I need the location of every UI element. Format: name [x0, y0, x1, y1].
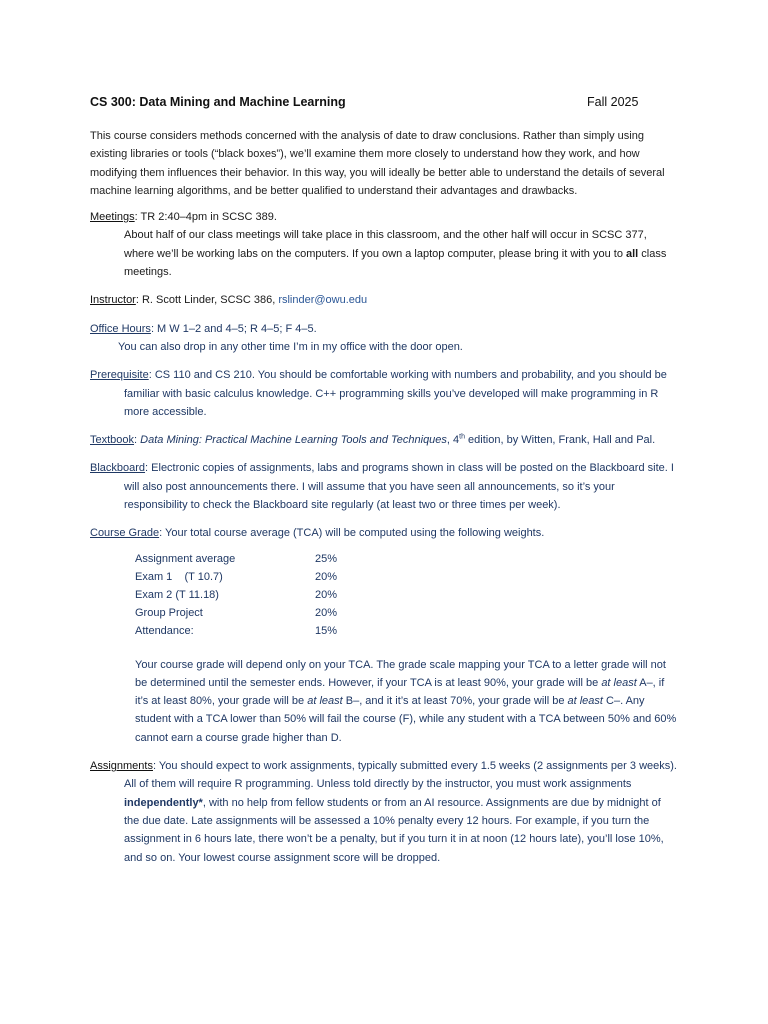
- weight-name: Group Project: [135, 607, 203, 620]
- assignments-label: Assignments: [90, 760, 153, 773]
- weight-name: Attendance:: [135, 625, 194, 638]
- weight-name: Exam 1 (T 10.7): [135, 570, 223, 583]
- prerequisite-section: [90, 366, 678, 421]
- textbook-edition-post: edition, by Witten, Frank, Hall and Pal.: [465, 434, 656, 447]
- office-hours-note: You can also drop in any other time I’m in my office with the door open.: [118, 340, 463, 353]
- assignments-independently: independently*: [124, 796, 203, 809]
- table-row: [135, 625, 337, 643]
- office-hours-label: Office Hours: [90, 322, 151, 335]
- assignments-text-b: , with no help from fellow students or from an AI resource. Assignments are due by midnight of the due date. Late assignments will be assessed a 10% penalty every 12 hours. For example, if you turn the assignment in 6 hours late, there won’t be a penalty, but if you turn it in at noon (12 hours late), you’ll lose 10%, and so on. Your lowest course assignment score will be dropped.: [124, 796, 664, 864]
- meetings-label: Meetings: [90, 211, 135, 224]
- course-grade-section: [90, 524, 678, 542]
- course-intro: This course considers methods concerned with the analysis of date to draw conclusions. Rather than simply using existing libraries or tools (“black boxes”), we’ll examine them more closely to understand how they work, and how modifying them influences their behavior. In this way, you will ideally be better able to understand the details of several machine learning algorithms, and be better qualified to understand their advantages and drawbacks.: [90, 130, 665, 197]
- textbook-label: Textbook: [90, 434, 135, 447]
- assignments-section: [90, 757, 678, 867]
- grade-scale-emph-c: at least: [567, 695, 603, 708]
- weight-pct: 20%: [315, 589, 338, 602]
- grade-scale-paragraph: [90, 656, 678, 747]
- blackboard-text: : Electronic copies of assignments, labs and programs shown in class will be posted on the Blackboard site. I will also post announcements there. I will assume that you have seen all announcements, so it’s your responsibility to check the Blackboard site regularly (at least two or three times per week).: [124, 462, 674, 512]
- weight-name: Exam 2 (T 11.18): [135, 589, 219, 602]
- course-grade-label: Course Grade: [90, 527, 160, 540]
- textbook-edition-sup: th: [459, 433, 465, 441]
- blackboard-label: Blackboard: [90, 462, 146, 475]
- grade-scale-text-b: A–, if it’s at least 80%, your grade will be: [135, 676, 665, 708]
- instructor-label: Instructor: [90, 294, 136, 307]
- grade-scale-text-d: C–. Any student with a TCA lower than 50% will fail the course (F), while any student with a TCA between 50% and 60% cannot earn a course grade higher than D.: [135, 695, 677, 744]
- grade-weights-table: [135, 553, 337, 644]
- instructor-email-link[interactable]: rslinder@owu.edu: [278, 294, 368, 307]
- grade-scale-emph-b: at least: [307, 695, 343, 708]
- textbook-edition-pre: , 4: [446, 434, 460, 447]
- grade-scale-text-a: Your course grade will depend only on your TCA. The grade scale mapping your TCA to a letter grade will not be determined until the semester ends. However, if your TCA is at least 90%, your grade will be: [135, 658, 666, 689]
- header: [90, 95, 678, 113]
- term-label: Fall 2025: [587, 95, 639, 109]
- meetings-time: : TR 2:40–4pm in SCSC 389.: [134, 211, 277, 224]
- textbook-section: [90, 431, 678, 449]
- grade-scale-text-c: B–, and it it’s at least 70%, your grade will be: [342, 695, 568, 708]
- weight-pct: 15%: [315, 625, 338, 638]
- textbook-sep: :: [134, 434, 141, 447]
- prerequisite-label: Prerequisite: [90, 369, 149, 382]
- meetings-detail-text: About half of our class meetings will take place in this classroom, and the other half will occur in SCSC 377, where we’ll be working labs on the computers. If you own a laptop computer, please bring it with you to: [124, 229, 647, 260]
- office-hours-section: [90, 320, 678, 357]
- instructor-text: : R. Scott Linder, SCSC 386,: [135, 294, 279, 307]
- meetings-section: [90, 208, 678, 281]
- prerequisite-text: : CS 110 and CS 210. You should be comfortable working with numbers and probability, and you should be familiar with basic calculus knowledge. C++ programming skills you’ve developed will make programming in R more accessible.: [124, 369, 667, 418]
- weight-pct: 25%: [315, 552, 338, 565]
- weight-pct: 20%: [315, 570, 338, 583]
- blackboard-section: [90, 459, 678, 514]
- meetings-detail-end: class meetings.: [124, 247, 667, 279]
- course-grade-text: : Your total course average (TCA) will be computed using the following weights.: [159, 527, 545, 540]
- table-row: [135, 553, 337, 571]
- meetings-detail: [90, 226, 678, 281]
- assignments-text-a: : You should expect to work assignments, typically submitted every 1.5 weeks (2 assignments per 3 weeks). All of them will require R programming. Unless told directly by the instructor, you must work assignments: [124, 760, 677, 791]
- office-hours-text: : M W 1–2 and 4–5; R 4–5; F 4–5.: [150, 322, 317, 335]
- grade-scale-emph-a: at least: [601, 676, 637, 689]
- table-row: [135, 589, 337, 607]
- weight-pct: 20%: [315, 607, 338, 620]
- table-row: [135, 571, 337, 589]
- textbook-title: Data Mining: Practical Machine Learning Tools and Techniques: [140, 434, 447, 447]
- course-title: CS 300: Data Mining and Machine Learning: [90, 95, 346, 109]
- meetings-all: all: [626, 247, 639, 260]
- weight-name: Assignment average: [135, 552, 236, 565]
- table-row: [135, 607, 337, 625]
- instructor-section: [90, 291, 678, 309]
